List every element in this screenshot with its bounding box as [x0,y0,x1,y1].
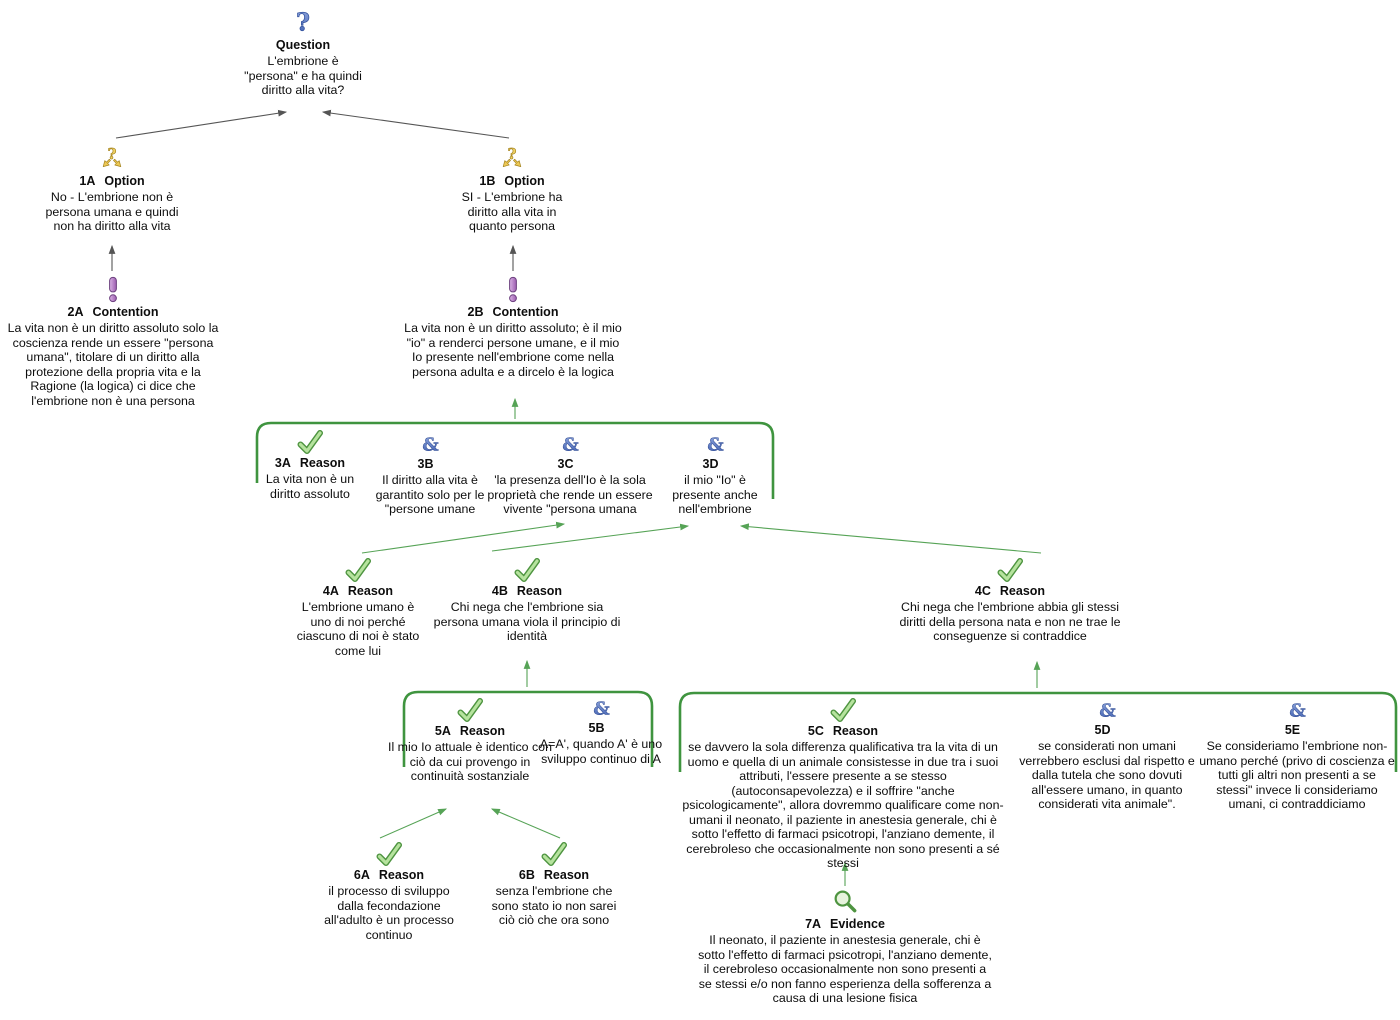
node-5c-reason[interactable] [680,698,1006,871]
node-2b-contention[interactable] [402,276,624,379]
and-premise-icon [421,434,440,455]
node-header: 3B [417,457,434,471]
node-1a-option[interactable] [42,145,182,234]
reason-check-icon [297,430,323,454]
evidence-magnifier-icon [832,888,859,915]
node-2a-contention[interactable] [2,276,224,408]
node-header: Question [275,38,331,52]
arrow-4a-to-3c [362,524,564,553]
node-text: Il diritto alla vita è garantito solo per le "persone umane [375,473,485,516]
arrow-6a-to-5a [380,809,446,838]
node-header: 3D [702,457,719,471]
node-3a-reason[interactable] [260,430,360,501]
node-header: 1B Option [479,174,545,188]
node-5b-premise[interactable] [534,698,668,766]
reason-check-icon [830,698,856,722]
node-header: 5B [588,721,605,735]
node-3c-premise[interactable] [476,434,664,517]
node-text: Il mio Io attuale è identico con ciò da cui provengo in continuità sostanziale [388,740,552,783]
node-text: La vita non è un diritto assoluto; è il mio "io" a renderci persone umane, e il mio Io presente nell'embrione come nella persona adulta e a dircelo è la logica [404,321,622,379]
reason-check-icon [541,842,567,866]
node-6a-reason[interactable] [324,842,454,942]
node-text: SI - L'embrione ha diritto alla vita in quanto persona [461,190,563,233]
node-3b-premise[interactable] [375,434,485,517]
node-6b-reason[interactable] [484,842,624,928]
node-text: Chi nega che l'embrione abbia gli stessi diritti della persona nata e non ne trae le conseguenze si contraddice [899,600,1121,643]
node-3d-premise[interactable] [667,434,763,517]
node-header: 1A Option [79,174,145,188]
node-header: 5A Reason [434,724,506,738]
and-premise-icon [1098,700,1117,721]
node-header: 5E [1284,723,1301,737]
node-7a-evidence[interactable] [698,888,992,1006]
node-header: 3C [557,457,574,471]
node-header: 4A Reason [322,584,394,598]
contention-icon [101,276,125,303]
node-text: No - L'embrione non è persona umana e quindi non ha diritto alla vita [45,190,179,233]
reason-check-icon [345,558,371,582]
arrow-4c-to-3d [741,526,1041,553]
node-text: L'embrione è "persona" e ha quindi diritto alla vita? [244,54,362,97]
node-5a-reason[interactable] [387,698,553,784]
node-1b-option[interactable] [451,145,573,234]
node-header: 2A Contention [67,305,159,319]
node-text: se considerati non umani verrebbero esclusi dal rispetto e dalla tutela che sono dovuti all'essere umano, in quanto considerati vita animale". [1019,739,1195,811]
node-text: Il neonato, il paziente in anestesia generale, chi è sotto l'effetto di farmaci psicotropi, l'anziano demente, il cerebroleso occasionalmente non sono presenti a se stessi e/o non fanno esperienza della sofferenza a causa di una lesione fisica [698,933,992,1005]
node-text: se davvero la sola differenza qualificativa tra la vita di un uomo e quella di un animale consistesse in due tra i suoi attributi, l'essere presente a se stesso (autoconsapevolezza) e il soffrire "anche psicologicamente", allora dovremmo qualificare come non-umani il neonato, il paziente in anestesia generale, chi è sotto l'effetto di farmaci psicotropi, l'anziano demente, il cerebroleso che occasionalmente non sono presenti a sé stessi [682,740,1004,870]
node-text: L'embrione umano è uno di noi perché ciascuno di noi è stato come lui [296,600,420,658]
node-5e-premise[interactable] [1199,700,1395,812]
and-premise-icon [561,434,580,455]
node-text: il processo di sviluppo dalla fecondazione all'adulto è un processo continuo [324,884,454,942]
node-4b-reason[interactable] [432,558,622,644]
option-icon [98,145,126,172]
arrow-6b-to-5a [492,809,560,838]
node-header: 5C Reason [807,724,879,738]
and-premise-icon [1288,700,1307,721]
node-4c-reason[interactable] [893,558,1127,644]
node-5d-premise[interactable] [1009,700,1205,812]
node-4a-reason[interactable] [296,558,420,658]
node-header: 6B Reason [518,868,590,882]
contention-icon [501,276,525,303]
option-icon [498,145,526,172]
node-text: Chi nega che l'embrione sia persona umana viola il principio di identità [433,600,621,643]
and-premise-icon [706,434,725,455]
node-header: 5D [1094,723,1111,737]
arrow-1a-to-question [116,112,286,138]
reason-check-icon [457,698,483,722]
node-text: 'la presenza dell'Io è la sola proprietà che rende un essere vivente "persona umana [487,473,653,516]
reason-check-icon [514,558,540,582]
node-text: il mio "Io" è presente anche nell'embrione [672,473,758,516]
node-header: 7A Evidence [805,917,885,931]
node-header: 3A Reason [274,456,346,470]
node-text: Se consideriamo l'embrione non-umano perché (privo di coscienza e tutti gli altri non presenti a se stessi" invece li consideriamo umani, ci contraddiciamo [1199,739,1395,811]
node-header: 4C Reason [974,584,1046,598]
node-header: 4B Reason [491,584,563,598]
node-text: La vita non è un diritto assoluto solo la coscienza rende un essere "persona umana", titolare di un diritto alla protezione della propria vita e la Ragione (la logica) ci dice che l'embrione non è una persona [7,321,219,408]
arrow-1b-to-question [323,112,509,138]
reason-check-icon [997,558,1023,582]
node-text: A=A', quando A' è uno sviluppo continuo di A [539,737,663,766]
node-text: La vita non è un diritto assoluto [265,472,355,501]
node-question[interactable] [244,8,362,98]
node-text: senza l'embrione che sono stato io non sarei ciò ciò che ora sono [491,884,617,927]
question-icon [292,8,314,36]
and-premise-icon [592,698,611,719]
node-header: 2B Contention [467,305,559,319]
reason-check-icon [376,842,402,866]
node-header: 6A Reason [353,868,425,882]
